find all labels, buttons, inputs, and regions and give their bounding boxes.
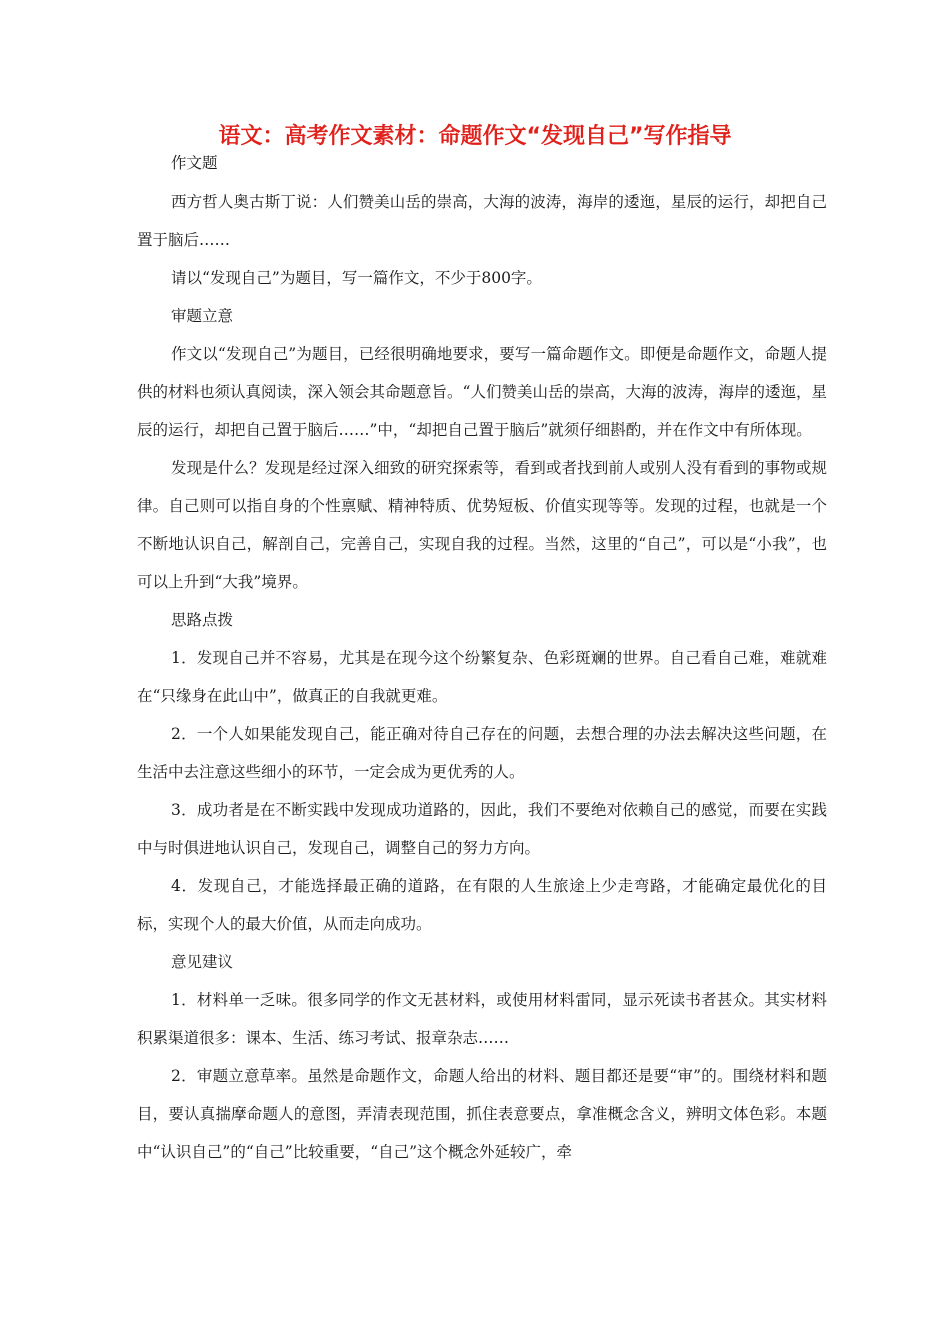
section-heading-suggestions: 意见建议 [171, 953, 234, 971]
paragraph: 1．发现自己并不容易，尤其是在现今这个纷繁复杂、色彩斑斓的世界。自己看自己难，难就难在“只缘身在此山中”，做真正的自我就更难。 [137, 649, 827, 705]
paragraph: 2．审题立意草率。虽然是命题作文，命题人给出的材料、题目都还是要“审”的。围绕材料和题目，要认真揣摩命题人的意图，弄清表现范围，抓住表意要点，拿准概念含义，辨明文体色彩。本题中“认识自己”的“自己”比较重要，“自己”这个概念外延较广，牵 [137, 1067, 827, 1161]
document-body [137, 151, 827, 1171]
paragraph: 发现是什么？发现是经过深入细致的研究探索等，看到或者找到前人或别人没有看到的事物或规律。自己则可以指自身的个性禀赋、精神特质、优势短板、价值实现等等。发现的过程，也就是一个不断地认识自己，解剖自己，完善自己，实现自我的过程。当然，这里的“自己”，可以是“小我”，也可以上升到“大我”境界。 [137, 459, 827, 591]
paragraph: 4．发现自己，才能选择最正确的道路，在有限的人生旅途上少走弯路，才能确定最优化的目标，实现个人的最大价值，从而走向成功。 [137, 877, 827, 933]
paragraph: 请以“发现自己”为题目，写一篇作文，不少于800字。 [171, 269, 542, 287]
document-title: 语文：高考作文素材：命题作文“发现自己”写作指导 [218, 124, 732, 149]
paragraph: 3．成功者是在不断实践中发现成功道路的，因此，我们不要绝对依赖自己的感觉，而要在实践中与时俱进地认识自己，发现自己，调整自己的努力方向。 [137, 801, 827, 857]
section-heading-analysis: 审题立意 [171, 307, 234, 325]
section-heading-ideas: 思路点拨 [171, 611, 234, 629]
section-heading-topic: 作文题 [171, 154, 218, 172]
paragraph: 作文以“发现自己”为题目，已经很明确地要求，要写一篇命题作文。即便是命题作文，命题人提供的材料也须认真阅读，深入领会其命题意旨。“人们赞美山岳的崇高，大海的波涛，海岸的逶迤，星辰的运行，却把自己置于脑后……”中，“却把自己置于脑后”就须仔细斟酌，并在作文中有所体现。 [137, 345, 827, 439]
paragraph: 西方哲人奥古斯丁说：人们赞美山岳的崇高，大海的波涛，海岸的逶迤，星辰的运行，却把自己置于脑后…… [137, 193, 827, 249]
paragraph: 1．材料单一乏味。很多同学的作文无甚材料，或使用材料雷同，显示死读书者甚众。其实材料积累渠道很多：课本、生活、练习考试、报章杂志…… [137, 991, 827, 1047]
paragraph: 2．一个人如果能发现自己，能正确对待自己存在的问题，去想合理的办法去解决这些问题，在生活中去注意这些细小的环节，一定会成为更优秀的人。 [137, 725, 827, 781]
